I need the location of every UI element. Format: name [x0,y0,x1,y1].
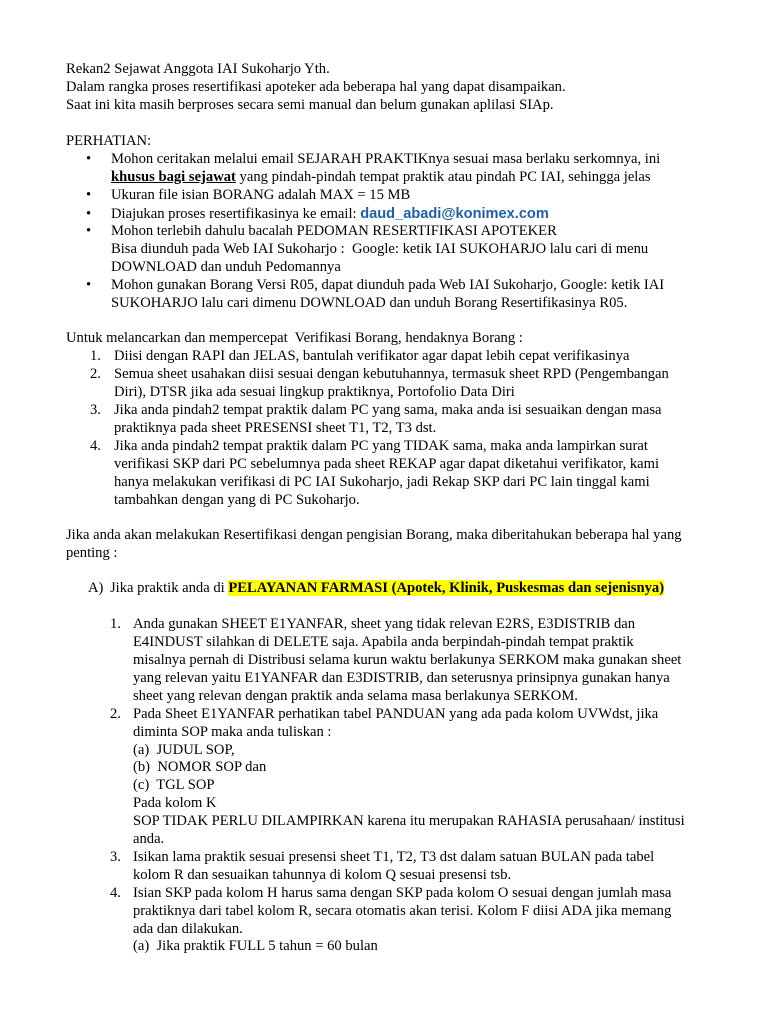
intro-line: Saat ini kita masih berproses secara semi manual dan belum gunakan aplilasi SIAp. [66,97,554,113]
list-number: 4. [90,438,101,454]
paragraph: Untuk melancarkan dan mempercepat Verifikasi Borang, hendaknya Borang : [66,330,523,346]
bullet-text: DOWNLOAD dan unduh Pedomannya [111,259,341,275]
list-number: 3. [110,849,121,865]
list-number: 2. [90,366,101,382]
bullet-text: SUKOHARJO lalu cari dimenu DOWNLOAD dan unduh Borang Resertifikasinya R05. [111,295,628,311]
list-item: praktiknya pada sheet PRESENSI sheet T1, T2, T3 dst. [114,420,437,436]
intro-line: Dalam rangka proses resertifikasi apoteker ada beberapa hal yang dapat disampaikan. [66,79,566,95]
paragraph: penting : [66,545,118,561]
list-number: 3. [90,402,101,418]
bullet-text: Mohon ceritakan melalui email SEJARAH PRAKTIKnya sesuai masa berlaku serkomnya, ini [111,151,661,167]
bullet-marker: • [86,223,92,239]
list-item: verifikasi SKP dari PC sebelumnya pada sheet REKAP agar dapat diketahui verifikator, kami [114,456,660,472]
list-item: Diisi dengan RAPI dan JELAS, bantulah verifikator agar dapat lebih cepat verifikasinya [114,348,630,364]
list-number: 1. [110,616,121,632]
list-item: Isikan lama praktik sesuai presensi sheet T1, T2, T3 dst dalam satuan BULAN pada tabel [133,849,655,865]
bullet-text: Bisa diunduh pada Web IAI Sukoharjo : Google: ketik IAI SUKOHARJO lalu cari di menu [111,241,649,257]
bullet-text: Mohon terlebih dahulu bacalah PEDOMAN RESERTIFIKASI APOTEKER [111,223,557,239]
sub-item: (a) JUDUL SOP, [133,742,235,758]
list-number: 4. [110,885,121,901]
list-item: Jika anda pindah2 tempat praktik dalam PC yang sama, maka anda isi sesuaikan dengan masa [114,402,662,418]
list-item: Anda gunakan SHEET E1YANFAR, sheet yang tidak relevan E2RS, E3DISTRIB dan [133,616,636,632]
list-item: tambahkan dengan yang di PC Sukoharjo. [114,492,360,508]
list-item: hanya melakukan verifikasi di PC IAI Sukoharjo, jadi Rekap SKP dari PC lain tinggal kami [114,474,650,490]
bullet-marker: • [86,151,92,167]
list-number: 1. [90,348,101,364]
list-item: praktiknya dari tabel kolom R, secara otomatis akan terisi. Kolom F diisi ADA jika memang [133,903,672,919]
bullet-marker: • [86,187,92,203]
list-item: Semua sheet usahakan diisi sesuai dengan kebutuhannya, termasuk sheet RPD (Pengembangan [114,366,669,382]
list-item: E4INDUST silahkan di DELETE saja. Apabila anda berpindah-pindah tempat praktik [133,634,634,650]
bullet-text: khusus bagi sejawat yang pindah-pindah tempat praktik atau pindah PC IAI, sehingga jelas [111,169,651,185]
greeting-line: Rekan2 Sejawat Anggota IAI Sukoharjo Yth. [66,61,330,77]
bullet-marker: • [86,277,92,293]
section-label: A) [88,580,104,596]
list-item: Isian SKP pada kolom H harus sama dengan SKP pada kolom O sesuai dengan jumlah masa [133,885,672,901]
list-item: ada dan dilakukan. [133,921,243,937]
bullet-text: Diajukan proses resertifikasinya ke email: daud_abadi@konimex.com [111,206,549,222]
sub-item: (c) TGL SOP [133,777,215,793]
list-item: diminta SOP maka anda tuliskan : [133,724,332,740]
list-item: sheet yang relevan dengan praktik anda selama masa berlakunya SERKOM. [133,688,578,704]
highlighted-text: PELAYANAN FARMASI (Apotek, Klinik, Puskesmas dan sejenisnya) [228,580,665,596]
bullet-marker: • [86,206,92,222]
bullet-text: Ukuran file isian BORANG adalah MAX = 15 MB [111,187,411,203]
perhatian-heading: PERHATIAN: [66,133,152,149]
bullet-text: Mohon gunakan Borang Versi R05, dapat diunduh pada Web IAI Sukoharjo, Google: ketik IAI [111,277,665,293]
list-item: misalnya pernah di Distribusi selama kurun waktu berlakunya SERKOM maka gunakan sheet [133,652,682,668]
list-item: yang relevan yaitu E1YANFAR dan E3DISTRIB, dan seterusnya prinsipnya gunakan hanya [133,670,670,686]
list-number: 2. [110,706,121,722]
sub-item: (a) Jika praktik FULL 5 tahun = 60 bulan [133,938,378,954]
sub-item: (b) NOMOR SOP dan [133,759,267,775]
email-link[interactable]: daud_abadi@konimex.com [360,206,549,222]
list-item: Pada Sheet E1YANFAR perhatikan tabel PANDUAN yang ada pada kolom UVWdst, jika [133,706,659,722]
list-item: Pada kolom K [133,795,217,811]
section-heading: Jika praktik anda di PELAYANAN FARMASI (Apotek, Klinik, Puskesmas dan sejenisnya) [110,580,665,596]
list-item: Jika anda pindah2 tempat praktik dalam PC yang TIDAK sama, maka anda lampirkan surat [114,438,648,454]
list-item: kolom R dan sesuaikan tahunnya di kolom Q sesuai presensi tsb. [133,867,512,883]
list-item: Diri), DTSR jika ada sesuai lingkup praktiknya, Portofolio Data Diri [114,384,515,400]
list-item: anda. [133,831,165,847]
list-item: SOP TIDAK PERLU DILAMPIRKAN karena itu merupakan RAHASIA perusahaan/ institusi [133,813,685,829]
paragraph: Jika anda akan melakukan Resertifikasi dengan pengisian Borang, maka diberitahukan beberapa hal yang [66,527,682,543]
emphasis-text: khusus bagi sejawat [111,169,236,185]
